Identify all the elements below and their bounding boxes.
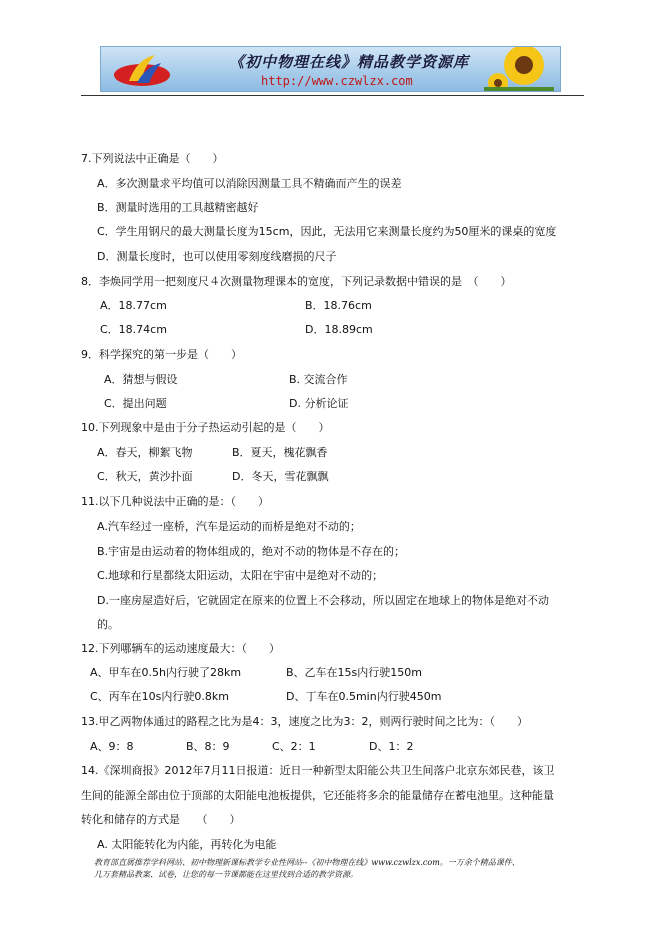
- q12-option-d: D、丁车在0.5min内行驶450m: [286, 690, 442, 703]
- q13-option-d: D、1：2: [369, 740, 414, 753]
- q9-stem: 9．科学探究的第一步是（ ）: [81, 348, 242, 361]
- q8-option-a: A．18.77cm: [100, 299, 167, 312]
- q9-option-a: A．猜想与假设: [104, 373, 178, 386]
- q13-option-b: B、8：9: [186, 740, 230, 753]
- q12-stem: 12.下列哪辆车的运动速度最大：（ ）: [81, 642, 280, 655]
- q11-stem: 11.以下几种说法中正确的是：（ ）: [81, 495, 269, 508]
- q12-option-b: B、乙车在15s内行驶150m: [286, 666, 422, 679]
- footer-line1: 教育部直属推荐学科网站、初中物理新课标教学专业性网站--《初中物理在线》www.czwlzx.com。一万余个精品课件、: [94, 858, 520, 867]
- q10-option-b: B．夏天，槐花飘香: [232, 446, 328, 459]
- q10-option-c: C．秋天，黄沙扑面: [97, 470, 193, 483]
- q8-option-b: B．18.76cm: [305, 299, 372, 312]
- q9-option-c: C．提出问题: [104, 397, 167, 410]
- q7-stem: 7.下列说法中正确是（ ）: [81, 152, 224, 165]
- site-title: 《初中物理在线》精品教学资源库: [229, 53, 470, 71]
- q7-option-c: C．学生用钢尺的最大测量长度为15cm，因此，无法用它来测量长度约为50厘米的课桌的宽度: [97, 225, 557, 238]
- q12-option-a: A、甲车在0.5h内行驶了28km: [90, 666, 242, 679]
- footer-line2: 几万套精品教案、试卷，让您的每一节课都能在这里找到合适的教学资源。: [94, 870, 358, 879]
- header-rule: [81, 95, 584, 96]
- q7-option-d: D．测量长度时，也可以使用零刻度线磨损的尺子: [97, 250, 337, 263]
- header-banner: [100, 46, 561, 92]
- q10-stem: 10.下列现象中是由于分子热运动引起的是（ ）: [81, 421, 330, 434]
- q13-option-c: C、2：1: [272, 740, 316, 753]
- q14-option-a: A. 太阳能转化为内能，再转化为电能: [97, 838, 277, 851]
- sunflower-icon: [484, 47, 554, 92]
- q11-option-d-cont: 的。: [97, 618, 119, 631]
- q8-stem: 8．李焕同学用一把刻度尺４次测量物理课本的宽度，下列记录数据中错误的是 （ ）: [81, 275, 512, 288]
- q14-stem-line3: 转化和储存的方式是 （ ）: [81, 813, 241, 826]
- q9-option-d: D. 分析论证: [289, 397, 349, 410]
- q14-stem-line1: 14.《深圳商报》2012年7月11日报道：近日一种新型太阳能公共卫生间落户北京东郊民巷，该卫: [81, 764, 555, 777]
- q14-stem-line2: 生间的能源全部由位于顶部的太阳能电池板提供，它还能将多余的能量储存在蓄电池里。这种能量: [81, 789, 554, 802]
- q11-option-d: D.一座房屋造好后，它就固定在原来的位置上不会移动，所以固定在地球上的物体是绝对不动: [97, 594, 549, 607]
- q10-option-a: A．春天，柳絮飞物: [97, 446, 193, 459]
- q11-option-c: C.地球和行星都绕太阳运动，太阳在宇宙中是绝对不动的；: [97, 569, 384, 582]
- site-logo-icon: [109, 51, 175, 89]
- q11-option-b: B.宇宙是由运动着的物体组成的，绝对不动的物体是不存在的；: [97, 545, 406, 558]
- q12-option-c: C、丙车在10s内行驶0.8km: [90, 690, 229, 703]
- q11-option-a: A.汽车经过一座桥，汽车是运动的而桥是绝对不动的；: [97, 520, 361, 533]
- q8-option-d: D．18.89cm: [305, 323, 373, 336]
- q9-option-b: B. 交流合作: [289, 373, 348, 386]
- q13-option-a: A、9：8: [90, 740, 134, 753]
- q7-option-b: B．测量时选用的工具越精密越好: [97, 201, 259, 214]
- q7-option-a: A．多次测量求平均值可以消除因测量工具不精确而产生的误差: [97, 177, 402, 190]
- site-url[interactable]: http://www.czwlzx.com: [261, 74, 413, 88]
- q13-stem: 13.甲乙两物体通过的路程之比为是4：3，速度之比为3：2，则两行驶时间之比为：（ ）: [81, 715, 528, 728]
- q8-option-c: C．18.74cm: [100, 323, 167, 336]
- q10-option-d: D．冬天，雪花飘飘: [232, 470, 329, 483]
